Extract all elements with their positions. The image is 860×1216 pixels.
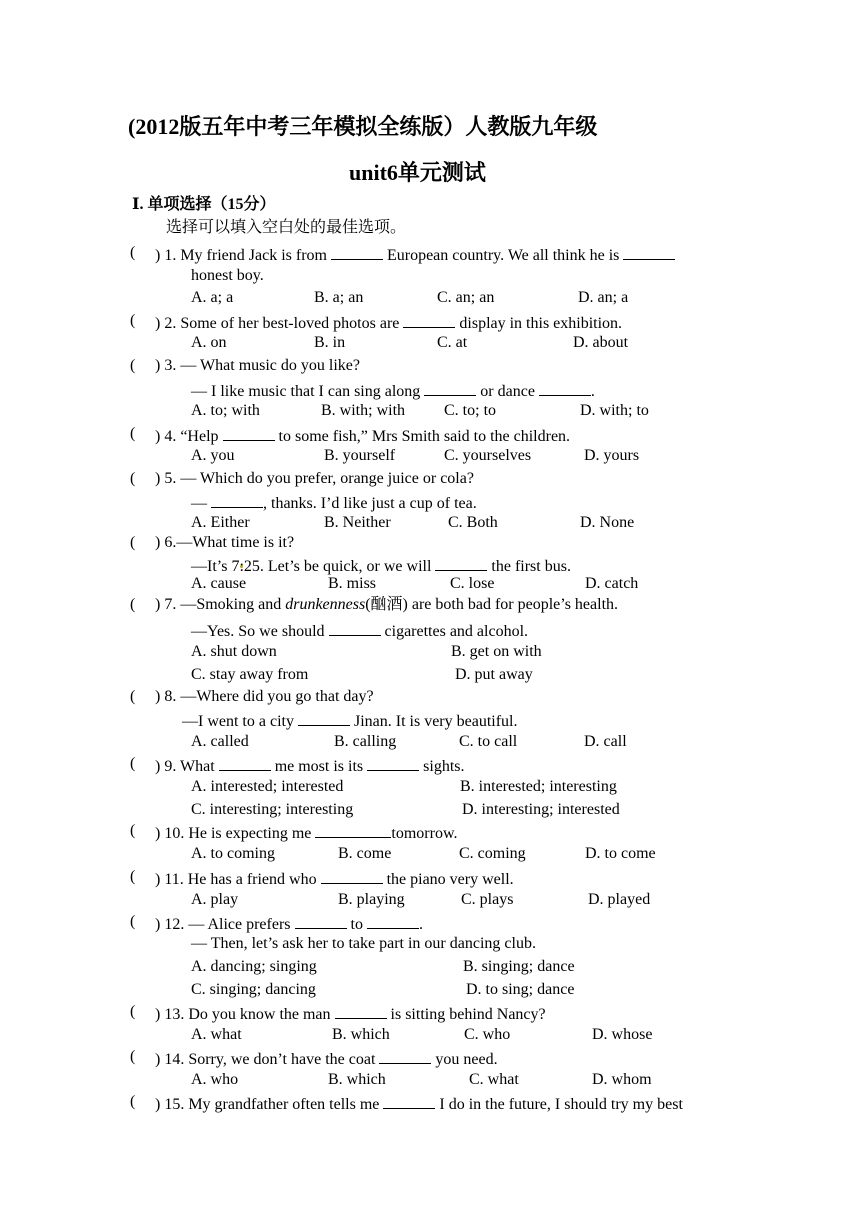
question-12-text-b: to (350, 916, 363, 933)
option-c: C. stay away from (191, 666, 309, 683)
question-4-text-a: ) 4. “Help (155, 428, 219, 445)
answer-paren: ( (130, 312, 136, 329)
option-c: C. who (464, 1026, 511, 1043)
question-14-text-a: ) 14. Sorry, we don’t have the coat (155, 1051, 376, 1068)
option-a: A. you (191, 447, 235, 464)
option-b: B. interested; interesting (460, 778, 617, 795)
blank (335, 1004, 387, 1019)
option-a: A. dancing; singing (191, 958, 317, 975)
option-d: D. with; to (580, 402, 649, 419)
option-c: C. singing; dancing (191, 981, 316, 998)
option-a: A. to coming (191, 845, 275, 862)
option-c: C. to call (459, 733, 518, 750)
question-7-text-a: ) 7. —Smoking and (155, 596, 282, 613)
question-4-text-b: to some fish,” Mrs Smith said to the children. (278, 428, 571, 445)
question-1-stem (155, 245, 675, 264)
blank (329, 621, 381, 636)
question-14-text-b: you need. (435, 1051, 498, 1068)
option-b: B. Neither (324, 514, 391, 531)
blank (623, 245, 675, 260)
question-6-text-b: —It’s 7:25. Let’s be quick, or we will (191, 558, 432, 575)
answer-paren: ( (130, 534, 136, 551)
answer-paren: ( (130, 470, 136, 487)
option-d: D. interesting; interested (462, 801, 620, 818)
question-13-text-a: ) 13. Do you know the man (155, 1006, 331, 1023)
question-3-text-d: . (590, 383, 595, 400)
option-c: C. an; an (437, 289, 495, 306)
blank (435, 556, 487, 571)
question-3-text-c: or dance (480, 383, 535, 400)
question-14-stem (155, 1049, 498, 1068)
question-8-stem-2 (182, 711, 517, 730)
option-d: D. None (580, 514, 635, 531)
option-b: B. get on with (451, 643, 542, 660)
answer-paren: ( (130, 1048, 136, 1065)
option-d: D. catch (585, 575, 639, 592)
blank (321, 869, 383, 884)
question-7-gloss: (酗酒) (365, 596, 408, 613)
question-2-text-a: ) 2. Some of her best-loved photos are (155, 315, 400, 332)
option-b: B. a; an (314, 289, 364, 306)
answer-paren: ( (130, 244, 136, 261)
option-a: A. a; a (191, 289, 234, 306)
question-3-text-a: ) 3. — What music do you like? (155, 357, 360, 374)
option-c: C. plays (461, 891, 514, 908)
blank (403, 313, 455, 328)
option-d: D. to come (585, 845, 656, 862)
option-a: A. what (191, 1026, 242, 1043)
option-d: D. an; a (578, 289, 629, 306)
question-10-text-b: tomorrow. (391, 825, 458, 842)
option-d: D. whom (592, 1071, 652, 1088)
option-b: B. singing; dance (463, 958, 575, 975)
blank (424, 381, 476, 396)
option-b: B. yourself (324, 447, 396, 464)
question-15-text-a: ) 15. My grandfather often tells me (155, 1096, 380, 1113)
option-c: C. yourselves (444, 447, 532, 464)
question-8-text-c: Jinan. It is very beautiful. (353, 713, 518, 730)
option-a: A. shut down (191, 643, 277, 660)
blank (379, 1049, 431, 1064)
question-3-stem-2 (191, 381, 595, 400)
option-d: D. played (588, 891, 651, 908)
answer-paren: ( (130, 1093, 136, 1110)
question-1-text-c: honest boy. (191, 267, 264, 284)
option-c: C. at (437, 334, 468, 351)
blank (315, 823, 391, 838)
option-d: D. yours (584, 447, 640, 464)
document-title-line1: (2012版五年中考三年模拟全练版）人教版九年级 (128, 114, 598, 139)
question-10-stem (155, 823, 457, 842)
question-7-text-c: —Yes. So we should (191, 623, 325, 640)
question-2-stem (155, 313, 622, 332)
question-10-text-a: ) 10. He is expecting me (155, 825, 312, 842)
question-9-text-a: ) 9. What (155, 758, 215, 775)
question-7-text-b: are both bad for people’s health. (411, 596, 619, 613)
option-d: D. put away (455, 666, 533, 683)
question-3-text-b: — I like music that I can sing along (191, 383, 421, 400)
answer-paren: ( (130, 868, 136, 885)
question-12-text-a: ) 12. — Alice prefers (155, 916, 291, 933)
option-b: B. playing (338, 891, 405, 908)
question-8-text-b: —I went to a city (182, 713, 294, 730)
question-7-stem-2 (191, 621, 528, 640)
question-12-stem (155, 914, 423, 933)
answer-paren: ( (130, 688, 136, 705)
question-8-text-a: ) 8. —Where did you go that day? (155, 688, 374, 705)
blank (295, 914, 347, 929)
option-a: A. cause (191, 575, 247, 592)
option-c: C. to; to (444, 402, 497, 419)
question-5-stem-2 (191, 493, 477, 512)
question-13-stem (155, 1004, 546, 1023)
option-c: C. Both (448, 514, 498, 531)
question-1-text-a: ) 1. My friend Jack is from (155, 247, 327, 264)
question-15-stem (155, 1094, 683, 1113)
option-c: C. what (469, 1071, 519, 1088)
question-7-stem (155, 597, 618, 613)
option-c: C. interesting; interesting (191, 801, 354, 818)
blank (367, 756, 419, 771)
option-a: A. to; with (191, 402, 260, 419)
option-d: D. call (584, 733, 627, 750)
answer-paren: ( (130, 755, 136, 772)
answer-paren: ( (130, 913, 136, 930)
question-5-text-b: — (191, 495, 207, 512)
question-6-text-c: the first bus. (491, 558, 571, 575)
blank (539, 381, 591, 396)
question-7-text-d: cigarettes and alcohol. (384, 623, 529, 640)
option-a: A. on (191, 334, 227, 351)
question-12-text-c: . (418, 916, 423, 933)
question-11-stem (155, 869, 514, 888)
question-15-text-b: I do in the future, I should try my best (439, 1096, 683, 1113)
blank (211, 493, 263, 508)
option-b: B. in (314, 334, 346, 351)
answer-paren: ( (130, 822, 136, 839)
answer-paren: ( (130, 1003, 136, 1020)
blank (223, 426, 275, 441)
question-7-italic-word: drunkenness (285, 596, 366, 613)
option-a: A. called (191, 733, 249, 750)
question-12-text-d: — Then, let’s ask her to take part in our dancing club. (191, 935, 536, 952)
question-9-text-c: sights. (423, 758, 465, 775)
option-d: D. to sing; dance (466, 981, 575, 998)
question-9-stem (155, 756, 464, 775)
section-heading: Ⅰ. 单项选择（15分） (132, 196, 276, 213)
option-a: A. who (191, 1071, 239, 1088)
option-d: D. whose (592, 1026, 653, 1043)
answer-paren: ( (130, 596, 136, 613)
option-c: C. coming (459, 845, 526, 862)
answer-paren: ( (130, 425, 136, 442)
option-b: B. which (328, 1071, 386, 1088)
question-11-text-b: the piano very well. (386, 871, 514, 888)
option-a: A. Either (191, 514, 250, 531)
option-b: B. with; with (321, 402, 406, 419)
question-1-text-b: European country. We all think he is (386, 247, 620, 264)
question-2-text-b: display in this exhibition. (459, 315, 623, 332)
blank (367, 914, 419, 929)
question-6-stem-2 (191, 556, 571, 575)
question-13-text-b: is sitting behind Nancy? (390, 1006, 546, 1023)
option-c: C. lose (450, 575, 495, 592)
blank (331, 245, 383, 260)
blank (219, 756, 271, 771)
option-b: B. which (332, 1026, 390, 1043)
option-b: B. calling (334, 733, 397, 750)
question-5-text-a: ) 5. — Which do you prefer, orange juice or cola? (155, 470, 474, 487)
option-a: A. interested; interested (191, 778, 344, 795)
blank (383, 1094, 435, 1109)
option-a: A. play (191, 891, 239, 908)
section-instruction: 选择可以填入空白处的最佳选项。 (166, 219, 407, 236)
answer-paren: ( (130, 357, 136, 374)
question-5-text-c: , thanks. I’d like just a cup of tea. (263, 495, 477, 512)
option-d: D. about (573, 334, 629, 351)
question-11-text-a: ) 11. He has a friend who (155, 871, 317, 888)
question-6-text-a: ) 6.—What time is it? (155, 534, 295, 551)
option-b: B. miss (328, 575, 377, 592)
document-title-line2: unit6单元测试 (349, 160, 486, 185)
blank (298, 711, 350, 726)
option-b: B. come (338, 845, 392, 862)
question-4-stem (155, 426, 570, 445)
question-9-text-b: me most is its (274, 758, 364, 775)
